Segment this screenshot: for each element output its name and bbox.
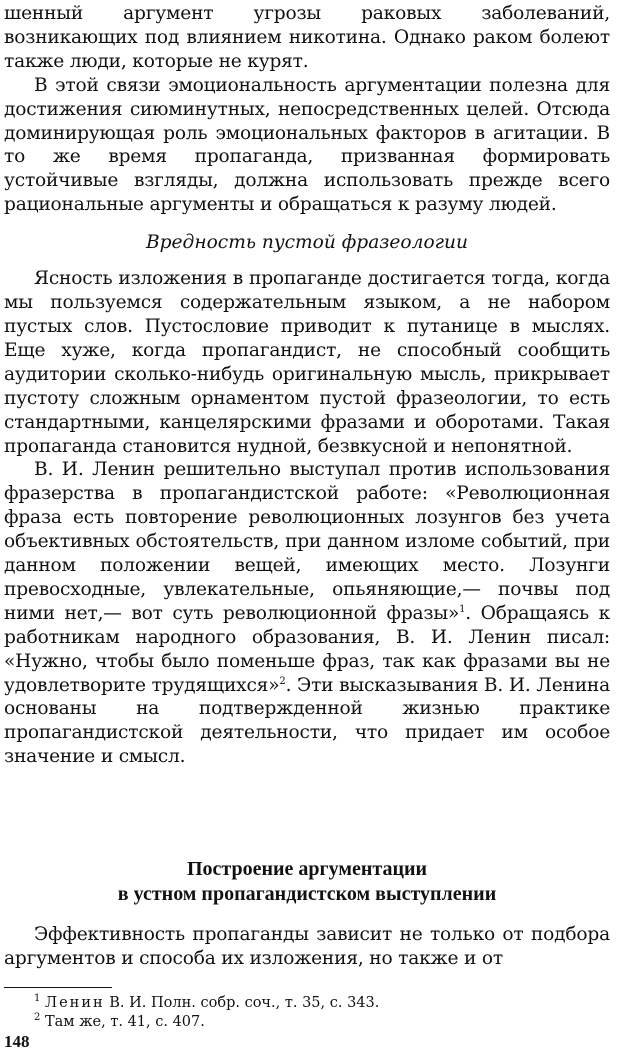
section-heading-line-2: в устном пропагандистском выступлении <box>117 883 497 906</box>
paragraph-4-part-b: . Обращаясь к работникам народного образования, В. И. Ленин писал: «Нужно, чтобы было поменьше фраз, так как фразами вы не удовлетворите трудящихся» <box>4 602 610 696</box>
footnote-divider <box>4 987 112 988</box>
paragraph-1: шенный аргумент угрозы раковых заболеваний, возникающих под влиянием никотина. Однако раком болеют также люди, которые не курят. <box>4 3 610 72</box>
paragraph-5: Эффективность пропаганды зависит не только от подбора аргументов и способа их изложения, но также и от <box>4 924 610 970</box>
page-number: 148 <box>4 1032 30 1051</box>
footnote-1-text: В. И. Полн. собр. соч., т. 35, с. 343. <box>104 995 380 1011</box>
footnote-1-mark: 1 <box>34 993 41 1005</box>
subheading: Вредность пустой фразеологии <box>145 232 469 254</box>
footnote-ref-1: 1 <box>459 603 466 615</box>
section-heading-line-1: Построение аргументации <box>186 858 428 881</box>
footnote-1 <box>4 994 610 1013</box>
footnote-1-author: Ленин <box>44 995 105 1011</box>
footnote-2-mark: 2 <box>34 1012 41 1024</box>
paragraph-4-part-a: В. И. Ленин решительно выступал против использования фразерства в пропагандистской работе: «Революционная фраза есть повторение революционных лозунгов без учета объективных обстоятельств, при данном изломе событий, при данном положении вещей, имеющих место. Лозунги превосходные, увлекательные, опьяняющие,— почвы под ними нет,— вот суть революционной фразы» <box>4 459 610 624</box>
footnote-ref-2: 2 <box>279 675 286 687</box>
paragraph-4 <box>4 458 610 769</box>
paragraph-2: В этой связи эмоциональность аргументации полезна для достижения сиюминутных, непосредственных целей. Отсюда доминирующая роль эмоциональных факторов в агитации. В то же время пропаганда, призванная формировать устойчивые взгляды, должна использовать прежде всего рациональные аргументы и обращаться к разуму людей. <box>4 74 610 216</box>
paragraph-4-part-c: . Эти высказывания В. И. Ленина основаны на подтвержденной жизнью практике пропагандистской деятельности, что придает им особое значение и смысл. <box>4 674 610 768</box>
paragraph-3: Ясность изложения в пропаганде достигается тогда, когда мы пользуемся содержательным языком, а не набором пустых слов. Пустословие приводит к путанице в мыслях. Еще хуже, когда пропагандист, не способный сообщить аудитории сколько-нибудь оригинальную мысль, прикрывает пустоту сложным орнаментом пустой фразеологии, то есть стандартными, канцелярскими фразами и оборотами. Такая пропаганда становится нудной, безвкусной и непонятной. <box>4 268 610 457</box>
footnote-2 <box>4 1013 610 1032</box>
section-heading <box>4 857 610 907</box>
footnote-2-text: Там же, т. 41, с. 407. <box>40 1014 205 1030</box>
